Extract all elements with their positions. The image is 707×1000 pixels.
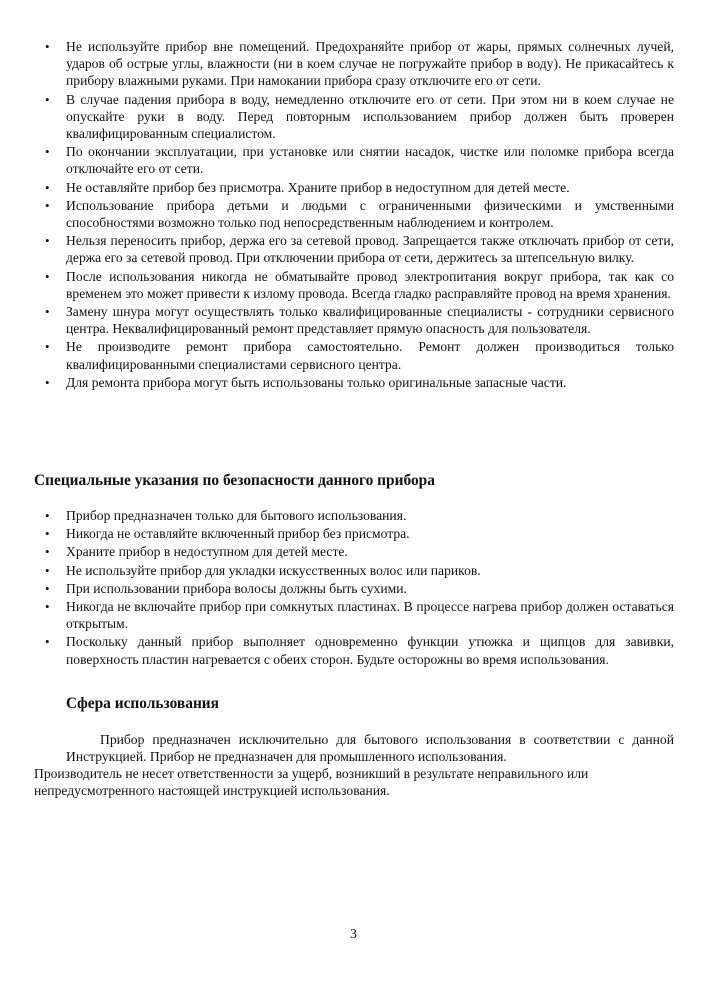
list-item-text: Замену шнура могут осуществлять только квалифицированные специалисты - сотрудники сервисного центра. Неквалифицированный ремонт представляет прямую опасность для пользователя. (66, 304, 674, 337)
list-item-text: В случае падения прибора в воду, немедленно отключите его от сети. При этом ни в коем случае не опускайте руки в воду. Перед повторным использованием прибор должен быть проверен квалифицированным специалистом. (66, 91, 674, 142)
bullet-icon: • (45, 304, 50, 320)
list-item-text: Не используйте прибор для укладки искусственных волос или париков. (66, 562, 481, 578)
list-item-text: При использовании прибора волосы должны быть сухими. (66, 580, 407, 596)
list-item-text: После использования никогда не обматывайте провод электропитания вокруг прибора, так как со временем это может привести к излому провода. Всегда гладко расправляйте провод на время хранения. (66, 268, 674, 301)
general-safety-list (40, 38, 674, 392)
bullet-icon: • (45, 508, 50, 523)
list-item (40, 598, 674, 632)
bullet-icon: • (45, 197, 50, 213)
bullet-icon: • (45, 599, 50, 615)
special-safety-heading: Специальные указания по безопасности данного прибора (34, 472, 435, 489)
list-item-text: Не производите ремонт прибора самостоятельно. Ремонт должен производиться только квалифицированными специалистами сервисного центра. (66, 339, 674, 372)
bullet-icon: • (45, 268, 50, 284)
list-item-text: Нельзя переносить прибор, держа его за сетевой провод. Запрещается также отключать прибор от сети, держа его за сетевой провод. При отключении прибора от сети, держитесь за штепсельную вилку. (66, 233, 674, 266)
bullet-icon: • (45, 233, 50, 249)
list-item (40, 525, 674, 542)
bullet-icon: • (45, 580, 50, 596)
bullet-icon: • (45, 526, 50, 542)
list-item (40, 91, 674, 143)
page-number: 3 (350, 926, 357, 941)
list-item (40, 303, 674, 337)
list-item-text: Прибор предназначен только для бытового использования. (66, 508, 407, 523)
list-item (40, 268, 674, 302)
list-item-text: Для ремонта прибора могут быть использованы только оригинальные запасные части. (66, 374, 567, 390)
list-item-text: Поскольку данный прибор выполняет одновременно функции утюжка и щипцов для завивки, поверхность пластин нагревается с обеих сторон. Будьте осторожны во время использования. (66, 634, 674, 667)
bullet-icon: • (45, 374, 50, 390)
bullet-icon: • (45, 562, 50, 578)
bullet-icon: • (45, 39, 50, 54)
list-item (40, 543, 674, 560)
list-item (40, 633, 674, 667)
list-item-text: Не оставляйте прибор без присмотра. Храните прибор в недоступном для детей месте. (66, 179, 570, 195)
list-item-text: По окончании эксплуатации, при установке или снятии насадок, чистке или поломке прибора всегда отключайте его от сети. (66, 144, 674, 177)
bullet-icon: • (45, 634, 50, 650)
list-item (40, 562, 674, 579)
list-item (40, 374, 674, 391)
list-item (40, 143, 674, 177)
bullet-icon: • (45, 144, 50, 160)
list-item-text: Храните прибор в недоступном для детей месте. (66, 544, 348, 560)
scope-paragraph-text: Прибор предназначен исключительно для бытового использования в соответствии с данной Инструкцией. Прибор не предназначен для промышленного использования. (66, 732, 674, 765)
list-item-text: Использование прибора детьми и людьми с ограниченными физическими и умственными способностями возможно только под непосредственным наблюдением и контролем. (66, 197, 674, 231)
bullet-icon: • (45, 91, 50, 107)
list-item-text: Никогда не включайте прибор при сомкнутых пластинах. В процессе нагрева прибор должен оставаться открытым. (66, 599, 674, 632)
list-item (40, 507, 674, 524)
list-item (40, 580, 674, 597)
list-item-text: Не используйте прибор вне помещений. Предохраняйте прибор от жары, прямых солнечных лучей, ударов об острые углы, влажности (ни в коем случае не погружайте прибор в воду). Не прикасайтесь к прибору влажными руками. При намокании прибора сразу отключите его от сети. (66, 39, 674, 89)
list-item (40, 338, 674, 372)
list-item (40, 232, 674, 266)
list-item-text: Никогда не оставляйте включенный прибор без присмотра. (66, 526, 410, 542)
liability-paragraph: Производитель не несет ответственности за ущерб, возникший в результате неправильного или непредусмотренного настоящей инструкцией использования. (34, 766, 589, 799)
list-item (40, 38, 674, 90)
list-item (40, 197, 674, 231)
bullet-icon: • (45, 544, 50, 560)
bullet-icon: • (45, 179, 50, 195)
special-safety-list (40, 507, 674, 669)
list-item (40, 179, 674, 196)
bullet-icon: • (45, 339, 50, 355)
scope-paragraph (66, 731, 674, 765)
scope-heading: Сфера использования (66, 695, 220, 712)
